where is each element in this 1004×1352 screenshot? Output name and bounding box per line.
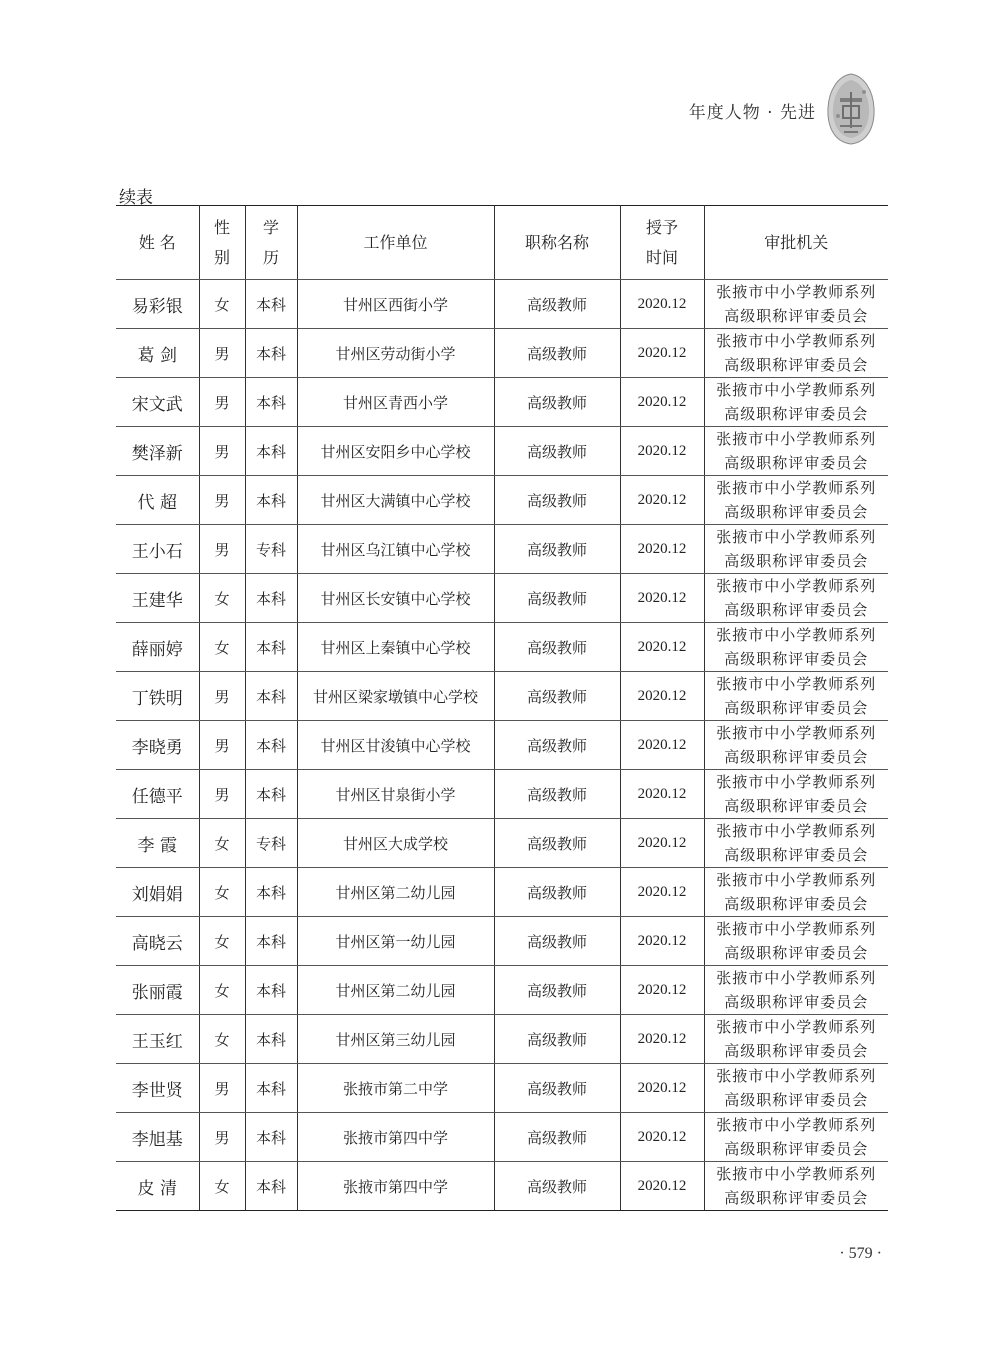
- cell-gender: 男: [199, 476, 245, 525]
- running-header: 年度人物 · 先进: [688, 103, 816, 123]
- col-header-gender: 性 别: [199, 206, 245, 280]
- authority-line: 高级职称评审委员会: [724, 748, 869, 766]
- authority-line: 高级职称评审委员会: [724, 503, 869, 521]
- authority-line: 高级职称评审委员会: [724, 1091, 869, 1109]
- table-row: [116, 1064, 888, 1113]
- cell-gender: 女: [199, 1162, 245, 1211]
- authority-line: 张掖市中小学教师系列: [716, 332, 877, 350]
- table-row: [116, 1015, 888, 1064]
- cell-unit: 甘州区甘泉街小学: [297, 770, 494, 819]
- table-row: [116, 819, 888, 868]
- authority-line: 高级职称评审委员会: [724, 895, 869, 913]
- authority-line: 张掖市中小学教师系列: [716, 773, 877, 791]
- cell-date: 2020.12: [620, 574, 704, 623]
- table-row: [116, 476, 888, 525]
- cell-unit: 甘州区第一幼儿园: [297, 917, 494, 966]
- table-header-row: [116, 206, 888, 280]
- cell-authority: [704, 574, 888, 623]
- authority-line: 高级职称评审委员会: [724, 944, 869, 962]
- col-header-unit: 工作单位: [297, 206, 494, 280]
- cell-title: 高级教师: [494, 329, 620, 378]
- authority-line: 张掖市中小学教师系列: [716, 381, 877, 399]
- cell-education: 本科: [245, 868, 297, 917]
- cell-name: 易彩银: [116, 280, 199, 329]
- cell-name: 李晓勇: [116, 721, 199, 770]
- col-header-authority: 审批机关: [704, 206, 888, 280]
- cell-education: 本科: [245, 1015, 297, 1064]
- authority-line: 高级职称评审委员会: [724, 1042, 869, 1060]
- cell-title: 高级教师: [494, 868, 620, 917]
- cell-date: 2020.12: [620, 525, 704, 574]
- table-row: [116, 868, 888, 917]
- table-row: [116, 427, 888, 476]
- cell-authority: [704, 476, 888, 525]
- authority-line: 高级职称评审委员会: [724, 993, 869, 1011]
- table-row: [116, 280, 888, 329]
- cell-date: 2020.12: [620, 917, 704, 966]
- cell-education: 本科: [245, 329, 297, 378]
- cell-title: 高级教师: [494, 574, 620, 623]
- cell-gender: 女: [199, 623, 245, 672]
- cell-title: 高级教师: [494, 1015, 620, 1064]
- cell-unit: 甘州区上秦镇中心学校: [297, 623, 494, 672]
- cell-gender: 女: [199, 574, 245, 623]
- cell-gender: 女: [199, 1015, 245, 1064]
- cell-unit: 张掖市第四中学: [297, 1113, 494, 1162]
- cell-education: 本科: [245, 1162, 297, 1211]
- table-row: [116, 378, 888, 427]
- cell-education: 本科: [245, 280, 297, 329]
- cell-authority: [704, 280, 888, 329]
- cell-name: 李世贤: [116, 1064, 199, 1113]
- col-header-education: 学 历: [245, 206, 297, 280]
- cell-date: 2020.12: [620, 1113, 704, 1162]
- authority-line: 高级职称评审委员会: [724, 356, 869, 374]
- cell-gender: 男: [199, 378, 245, 427]
- authority-line: 张掖市中小学教师系列: [716, 577, 877, 595]
- cell-authority: [704, 819, 888, 868]
- page-number: · 579 ·: [839, 1245, 882, 1262]
- cell-name: 刘娟娟: [116, 868, 199, 917]
- cell-date: 2020.12: [620, 623, 704, 672]
- cell-title: 高级教师: [494, 525, 620, 574]
- cell-education: 本科: [245, 378, 297, 427]
- authority-line: 高级职称评审委员会: [724, 797, 869, 815]
- cell-gender: 女: [199, 966, 245, 1015]
- col-header-date: 授予 时间: [620, 206, 704, 280]
- authority-line: 高级职称评审委员会: [724, 650, 869, 668]
- cell-unit: 甘州区梁家墩镇中心学校: [297, 672, 494, 721]
- table-row: [116, 672, 888, 721]
- cell-gender: 男: [199, 525, 245, 574]
- cell-unit: 甘州区大满镇中心学校: [297, 476, 494, 525]
- cell-title: 高级教师: [494, 378, 620, 427]
- cell-authority: [704, 329, 888, 378]
- cell-authority: [704, 868, 888, 917]
- cell-education: 本科: [245, 1113, 297, 1162]
- table-row: [116, 1113, 888, 1162]
- cell-gender: 男: [199, 1064, 245, 1113]
- authority-line: 张掖市中小学教师系列: [716, 1018, 877, 1036]
- cell-education: 本科: [245, 721, 297, 770]
- cell-title: 高级教师: [494, 1064, 620, 1113]
- cell-title: 高级教师: [494, 721, 620, 770]
- cell-gender: 男: [199, 329, 245, 378]
- cell-authority: [704, 721, 888, 770]
- cell-title: 高级教师: [494, 1113, 620, 1162]
- cell-education: 本科: [245, 917, 297, 966]
- cell-name: 葛 剑: [116, 329, 199, 378]
- authority-line: 张掖市中小学教师系列: [716, 1116, 877, 1134]
- cell-unit: 甘州区第二幼儿园: [297, 868, 494, 917]
- cell-name: 宋文武: [116, 378, 199, 427]
- table-row: [116, 623, 888, 672]
- cell-gender: 男: [199, 1113, 245, 1162]
- cell-education: 本科: [245, 672, 297, 721]
- authority-line: 张掖市中小学教师系列: [716, 871, 877, 889]
- cell-authority: [704, 770, 888, 819]
- cell-education: 本科: [245, 623, 297, 672]
- cell-name: 王建华: [116, 574, 199, 623]
- table-continued-label: 续表: [119, 188, 153, 208]
- cell-date: 2020.12: [620, 1064, 704, 1113]
- cell-authority: [704, 378, 888, 427]
- cell-gender: 女: [199, 819, 245, 868]
- cell-authority: [704, 427, 888, 476]
- authority-line: 张掖市中小学教师系列: [716, 430, 877, 448]
- cell-name: 任德平: [116, 770, 199, 819]
- table-row: [116, 917, 888, 966]
- cell-unit: 张掖市第四中学: [297, 1162, 494, 1211]
- cell-date: 2020.12: [620, 868, 704, 917]
- authority-line: 张掖市中小学教师系列: [716, 626, 877, 644]
- cell-gender: 女: [199, 868, 245, 917]
- cell-authority: [704, 525, 888, 574]
- authority-line: 张掖市中小学教师系列: [716, 1165, 877, 1183]
- cell-date: 2020.12: [620, 721, 704, 770]
- cell-name: 樊泽新: [116, 427, 199, 476]
- table-row: [116, 966, 888, 1015]
- cell-title: 高级教师: [494, 427, 620, 476]
- cell-unit: 张掖市第二中学: [297, 1064, 494, 1113]
- cell-gender: 男: [199, 770, 245, 819]
- cell-education: 本科: [245, 476, 297, 525]
- cell-name: 薛丽婷: [116, 623, 199, 672]
- cell-education: 专科: [245, 819, 297, 868]
- authority-line: 高级职称评审委员会: [724, 601, 869, 619]
- cell-unit: 甘州区西街小学: [297, 280, 494, 329]
- cell-date: 2020.12: [620, 280, 704, 329]
- cell-gender: 男: [199, 721, 245, 770]
- cell-education: 本科: [245, 427, 297, 476]
- cell-date: 2020.12: [620, 476, 704, 525]
- table-row: [116, 525, 888, 574]
- authority-line: 张掖市中小学教师系列: [716, 822, 877, 840]
- cell-authority: [704, 1162, 888, 1211]
- authority-line: 高级职称评审委员会: [724, 405, 869, 423]
- col-header-title: 职称名称: [494, 206, 620, 280]
- cell-title: 高级教师: [494, 672, 620, 721]
- cell-unit: 甘州区大成学校: [297, 819, 494, 868]
- cell-date: 2020.12: [620, 427, 704, 476]
- stone-emblem-icon: [826, 72, 876, 146]
- cell-education: 本科: [245, 574, 297, 623]
- cell-name: 代 超: [116, 476, 199, 525]
- authority-line: 高级职称评审委员会: [724, 1189, 869, 1207]
- authority-line: 高级职称评审委员会: [724, 1140, 869, 1158]
- cell-date: 2020.12: [620, 329, 704, 378]
- cell-unit: 甘州区乌江镇中心学校: [297, 525, 494, 574]
- cell-name: 王小石: [116, 525, 199, 574]
- authority-line: 高级职称评审委员会: [724, 699, 869, 717]
- cell-authority: [704, 1113, 888, 1162]
- table-row: [116, 329, 888, 378]
- cell-name: 王玉红: [116, 1015, 199, 1064]
- cell-education: 本科: [245, 770, 297, 819]
- cell-date: 2020.12: [620, 966, 704, 1015]
- cell-education: 专科: [245, 525, 297, 574]
- cell-gender: 女: [199, 917, 245, 966]
- cell-unit: 甘州区甘浚镇中心学校: [297, 721, 494, 770]
- authority-line: 高级职称评审委员会: [724, 454, 869, 472]
- cell-date: 2020.12: [620, 1162, 704, 1211]
- cell-gender: 男: [199, 672, 245, 721]
- cell-authority: [704, 917, 888, 966]
- authority-line: 张掖市中小学教师系列: [716, 675, 877, 693]
- teacher-title-table: [116, 205, 888, 1211]
- cell-title: 高级教师: [494, 966, 620, 1015]
- cell-unit: 甘州区劳动街小学: [297, 329, 494, 378]
- cell-gender: 女: [199, 280, 245, 329]
- cell-date: 2020.12: [620, 378, 704, 427]
- cell-name: 皮 清: [116, 1162, 199, 1211]
- cell-name: 高晓云: [116, 917, 199, 966]
- cell-title: 高级教师: [494, 770, 620, 819]
- cell-authority: [704, 1064, 888, 1113]
- table-row: [116, 1162, 888, 1211]
- authority-line: 张掖市中小学教师系列: [716, 724, 877, 742]
- cell-unit: 甘州区青西小学: [297, 378, 494, 427]
- cell-title: 高级教师: [494, 1162, 620, 1211]
- col-header-name: 姓 名: [116, 206, 199, 280]
- cell-name: 丁铁明: [116, 672, 199, 721]
- cell-authority: [704, 966, 888, 1015]
- cell-unit: 甘州区安阳乡中心学校: [297, 427, 494, 476]
- authority-line: 张掖市中小学教师系列: [716, 479, 877, 497]
- cell-authority: [704, 623, 888, 672]
- cell-name: 李 霞: [116, 819, 199, 868]
- cell-unit: 甘州区长安镇中心学校: [297, 574, 494, 623]
- cell-title: 高级教师: [494, 280, 620, 329]
- authority-line: 高级职称评审委员会: [724, 307, 869, 325]
- cell-title: 高级教师: [494, 917, 620, 966]
- authority-line: 张掖市中小学教师系列: [716, 283, 877, 301]
- cell-title: 高级教师: [494, 623, 620, 672]
- cell-education: 本科: [245, 1064, 297, 1113]
- cell-date: 2020.12: [620, 672, 704, 721]
- cell-title: 高级教师: [494, 476, 620, 525]
- authority-line: 张掖市中小学教师系列: [716, 969, 877, 987]
- cell-name: 李旭基: [116, 1113, 199, 1162]
- authority-line: 高级职称评审委员会: [724, 846, 869, 864]
- cell-unit: 甘州区第二幼儿园: [297, 966, 494, 1015]
- authority-line: 张掖市中小学教师系列: [716, 920, 877, 938]
- table-row: [116, 721, 888, 770]
- cell-education: 本科: [245, 966, 297, 1015]
- cell-date: 2020.12: [620, 770, 704, 819]
- cell-authority: [704, 672, 888, 721]
- cell-unit: 甘州区第三幼儿园: [297, 1015, 494, 1064]
- cell-date: 2020.12: [620, 1015, 704, 1064]
- authority-line: 张掖市中小学教师系列: [716, 1067, 877, 1085]
- cell-name: 张丽霞: [116, 966, 199, 1015]
- cell-authority: [704, 1015, 888, 1064]
- authority-line: 高级职称评审委员会: [724, 552, 869, 570]
- table-row: [116, 770, 888, 819]
- cell-title: 高级教师: [494, 819, 620, 868]
- table-row: [116, 574, 888, 623]
- cell-gender: 男: [199, 427, 245, 476]
- cell-date: 2020.12: [620, 819, 704, 868]
- authority-line: 张掖市中小学教师系列: [716, 528, 877, 546]
